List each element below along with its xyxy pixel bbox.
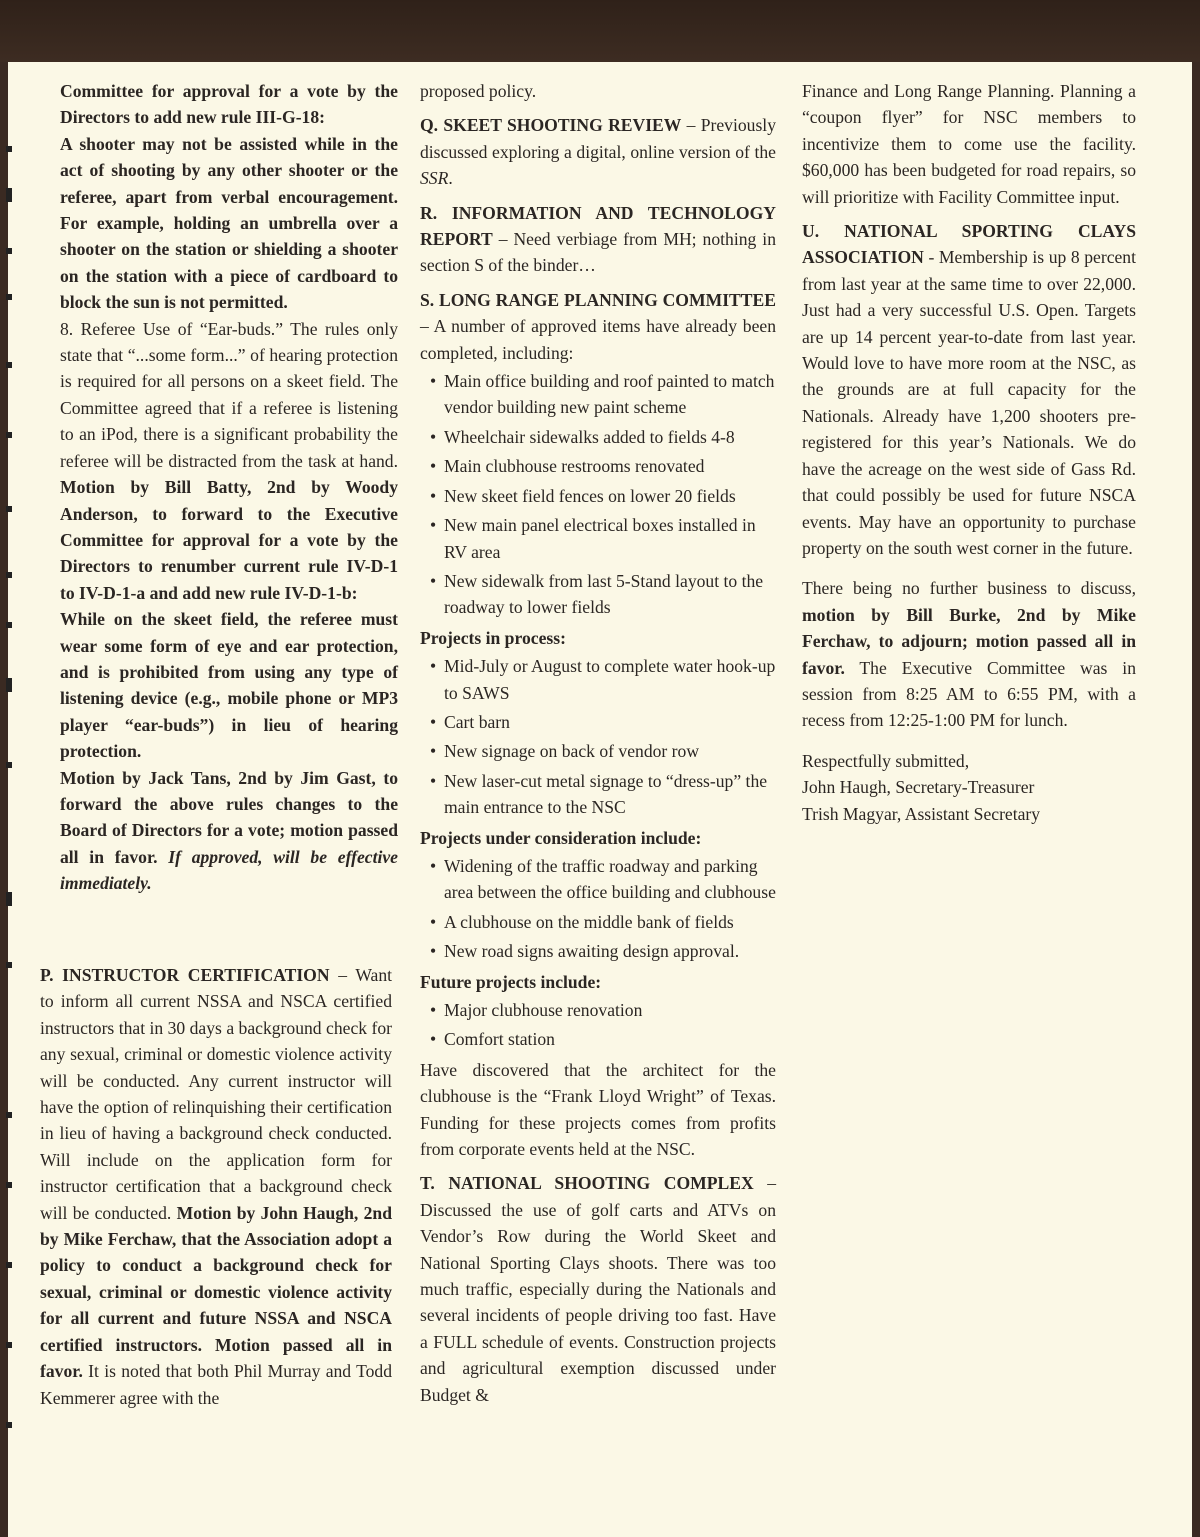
section-u [802,218,1136,561]
list-item: • New sidewalk from last 5-Stand layout to the roadway to lower fields [420,568,776,621]
binder-margin-marks [0,62,36,1537]
list-item: • New laser-cut metal signage to “dress-up” the main entrance to the NSC [420,768,776,821]
list-item: • New skeet field fences on lower 20 fields [420,483,776,509]
list-item: • Main clubhouse restrooms renovated [420,453,776,479]
paragraph-referee-ear-buds [60,316,398,606]
rules-motion-note: If approved, will be effective immediately. [60,846,398,894]
paragraph-rule-iv-d-1-b: While on the skeet field, the referee must wear some form of eye and ear protection, and is prohibited from using any type of listening device (e.g., mobile phone or MP3 player “ear-buds”) in lieu of hearing protection. [60,609,398,762]
projects-under-consideration-heading: Projects under consideration include: [420,827,702,848]
section-t-text: – Discussed the use of golf carts and ATVs on Vendor’s Row during the World Skeet and National Sporting Clays shoots. There was too much traffic, especially during the Nationals and several incidents of people driving too fast. Have a FULL schedule of events. Construction projects and agricultural exemption discussed under Budget & [420,1173,776,1405]
list-item: • New main panel electrical boxes installed in RV area [420,512,776,565]
section-p-heading: P. INSTRUCTOR CERTIFICATION [40,965,330,985]
projects-under-consideration-list [420,853,776,965]
signature-line-3: Trish Magyar, Assistant Secretary [802,803,1041,824]
ear-buds-motion: Motion by Bill Batty, 2nd by Woody Anderson, to forward to the Executive Committee for approval for a vote by the Directors to renumber current rule IV-D-1 to IV-D-1-a and add new rule IV-D-1-b: [60,477,398,603]
projects-in-process-list [420,653,776,820]
section-s-text: – A number of approved items have already been completed, including: [420,316,776,363]
list-item: • Major clubhouse renovation [420,997,776,1023]
section-t-heading: T. NATIONAL SHOOTING COMPLEX [420,1173,754,1194]
list-item: • New signage on back of vendor row [420,738,776,764]
section-u-text: - Membership is up 8 percent from last year at the same time to over 22,000. Just had a very successful U.S. Open. Targets are up 14 percent year-to-date from last year. Would love to have more room at the NSC, as the grounds are at full capacity for the Nationals. Already have 1,200 shooters pre-registered for this year’s Nationals. We do have the acreage on the west side of Gass Rd. that could possibly be used for future NSCA events. May have an opportunity to purchase property on the south west corner in the future. [802,247,1136,558]
column-1 [60,78,398,897]
scan-top-border [0,0,1200,62]
projects-in-process-heading: Projects in process: [420,627,566,648]
paragraph-rule-iii-g-18: A shooter may not be assisted while in the act of shooting by any other shooter or the referee, apart from verbal encouragement. For example, holding an umbrella over a shooter on the station or shielding a shooter on the station with a piece of cardboard to block the sun is not permitted. [60,133,398,313]
list-item: • Wheelchair sidewalks added to fields 4-8 [420,424,776,450]
section-r [420,200,776,279]
list-item: • A clubhouse on the middle bank of fields [420,909,776,935]
section-t [420,1170,776,1408]
list-item: • Mid-July or August to complete water hook-up to SAWS [420,653,776,706]
future-projects-list [420,997,776,1053]
section-s [420,287,776,366]
paragraph-t-continued: Finance and Long Range Planning. Planning a “coupon flyer” for NSC members to incentivize them to come use the facility. $60,000 has been budgeted for road repairs, so will prioritize with Facility Committee input. [802,81,1136,207]
list-item: • Cart barn [420,709,776,735]
completed-projects-list [420,368,776,621]
ear-buds-text: 8. Referee Use of “Ear-buds.” The rules only state that “...some form...” of hearing protection is required for all persons on a skeet field. The Committee agreed that if a referee is listening to an iPod, there is a significant probability the referee will be distracted from the task at hand. [60,318,398,471]
paragraph-instructor-certification [40,962,392,1411]
section-q-heading: Q. SKEET SHOOTING REVIEW [420,115,682,136]
column-3 [802,78,1136,827]
list-item: • Main office building and roof painted to match vendor building new paint scheme [420,368,776,421]
list-item: • Comfort station [420,1026,776,1052]
section-p-tail: It is noted that both Phil Murray and Todd Kemmerer agree with the [40,1361,392,1408]
section-p-motion: Motion by John Haugh, 2nd by Mike Ferchaw, that the Association adopt a policy to conduct a background check for sexual, criminal or domestic violence activity for all current and future NSSA and NSCA certified instructors. Motion passed all in favor. [40,1202,393,1382]
paragraph-proposed-policy: proposed policy. [420,81,537,101]
section-q-ssr: SSR [420,168,449,189]
paragraph-rule-iii-g-18-intro: Committee for approval for a vote by the Directors to add new rule III-G-18: [60,81,398,128]
column-2 [420,78,776,1408]
signature-line-1: Respectfully submitted, [802,750,970,771]
paragraph-rules-motion [60,765,398,897]
list-item: • New road signs awaiting design approval. [420,938,776,964]
paragraph-adjourn [802,575,1136,733]
section-q [420,112,776,191]
adjourn-text-1: There being no further business to discuss, [802,578,1136,599]
signature-line-2: John Haugh, Secretary-Treasurer [802,777,1035,798]
section-q-text: – Previously discussed exploring a digital, online version of the [420,115,776,162]
section-u-heading: U. NATIONAL SPORTING CLAYS ASSOCIATION [802,221,1136,268]
list-item: • Widening of the traffic roadway and parking area between the office building and clubhouse [420,853,776,906]
adjourn-text-2: The Executive Committee was in session from 8:25 AM to 6:55 PM, with a recess from 12:25-1:00 PM for lunch. [802,657,1136,731]
section-s-heading: S. LONG RANGE PLANNING COMMITTEE [420,289,776,310]
adjourn-motion: motion by Bill Burke, 2nd by Mike Ferchaw, to adjourn; motion passed all in favor. [802,604,1136,678]
future-projects-heading: Future projects include: [420,971,602,992]
section-p-text: – Want to inform all current NSSA and NSCA certified instructors that in 30 days a background check for any sexual, criminal or domestic violence activity will be conducted. Any current instructor will have the option of relinquishing their certification in lieu of having a background check conducted. Will include on the application form for instructor certification that a background check will be conducted. [40,965,393,1223]
rules-motion-text: Motion by Jack Tans, 2nd by Jim Gast, to forward the above rules changes to the Board of Directors for a vote; motion passed all in favor. [60,767,398,867]
paragraph-architect: Have discovered that the architect for the clubhouse is the “Frank Lloyd Wright” of Texas. Funding for these projects comes from profits from corporate events held at the NSC. [420,1059,776,1160]
column-1-section-p [40,962,392,1411]
section-r-text: – Need verbiage from MH; nothing in section S of the binder… [420,229,776,276]
section-q-end: . [448,168,453,189]
section-r-heading: R. INFORMATION AND TECHNOLOGY REPORT [420,202,776,250]
